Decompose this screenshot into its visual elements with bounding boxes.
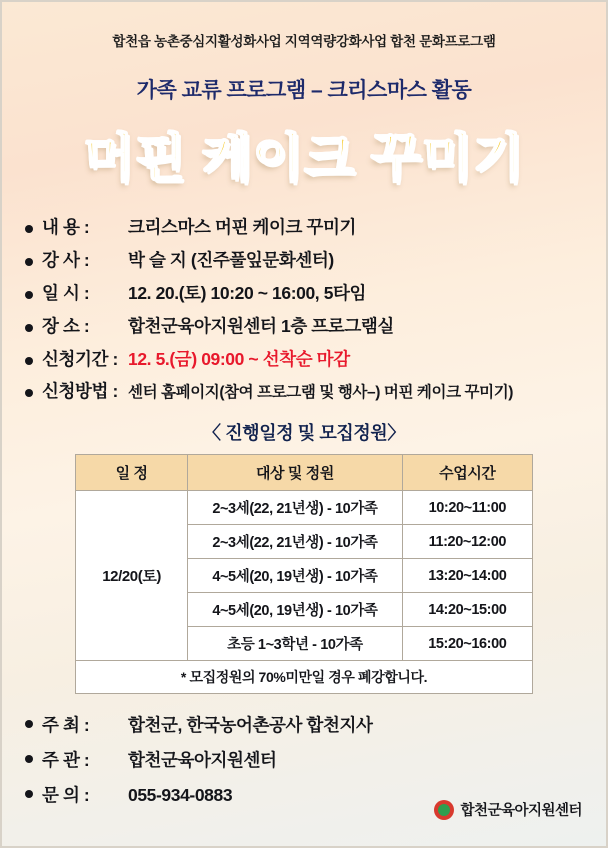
organizer-list — [20, 712, 588, 807]
page-title: 머핀 케이크 꾸미기 — [83, 130, 525, 188]
list-item-application-period — [42, 349, 588, 371]
organizer-value: 합천군육아지원센터 — [128, 750, 277, 771]
info-value: 박 슬 지 (진주풀잎문화센터) — [128, 249, 334, 270]
cancellation-note: * 모집정원의 70%미만일 경우 폐강합니다. — [76, 661, 533, 694]
table-body — [76, 491, 533, 694]
table-row — [76, 455, 533, 491]
organizer-value: 합천군, 한국농어촌공사 합천지사 — [128, 715, 373, 736]
list-item — [42, 217, 588, 239]
cell-target: 초등 1~3학년 - 10가족 — [188, 627, 402, 661]
cell-date: 12/20(토) — [76, 491, 188, 661]
cell-time: 13:20~14:00 — [402, 559, 532, 593]
info-label: 일 시 : — [42, 282, 90, 303]
logo-icon — [434, 800, 454, 820]
list-item — [42, 316, 588, 338]
cell-time: 14:20~15:00 — [402, 593, 532, 627]
info-label: 신청방법 : — [42, 381, 118, 402]
organizer-label: 주 최 : — [42, 715, 90, 736]
info-label: 내 용 : — [42, 217, 90, 237]
program-kicker: 합천읍 농촌중심지활성화사업 지역역량강화사업 합천 문화프로그램 — [112, 34, 496, 49]
info-label: 장 소 : — [42, 315, 90, 336]
table-header — [76, 455, 533, 491]
organizer-label: 문 의 : — [42, 785, 90, 806]
list-item — [42, 250, 588, 272]
info-value: 12. 5.(금) 09:00 ~ 선착순 마감 — [128, 348, 350, 369]
list-item-host — [42, 712, 588, 737]
list-item — [42, 283, 588, 305]
info-value: 12. 20.(토) 10:20 ~ 16:00, 5타임 — [128, 282, 367, 303]
cell-time: 10:20~11:00 — [402, 491, 532, 525]
schedule-table — [75, 454, 533, 694]
schedule-heading: 〈 진행일정 및 모집정원〉 — [203, 423, 405, 444]
info-label: 신청기간 : — [42, 348, 118, 369]
info-value: 크리스마스 머핀 케이크 꾸미기 — [128, 217, 356, 237]
info-value: 센터 홈페이지(참여 프로그램 및 행사–) 머핀 케이크 꾸미기) — [128, 384, 514, 402]
info-list — [20, 217, 588, 403]
column-header-date: 일 정 — [76, 455, 188, 491]
info-value: 합천군육아지원센터 1층 프로그램실 — [128, 315, 394, 336]
table-row-note — [76, 661, 533, 694]
table-row — [76, 491, 533, 525]
cell-target: 4~5세(20, 19년생) - 10가족 — [188, 559, 402, 593]
column-header-time: 수업시간 — [402, 455, 532, 491]
program-subtitle: 가족 교류 프로그램 – 크리스마스 활동 — [136, 79, 472, 102]
cell-time: 11:20~12:00 — [402, 525, 532, 559]
list-item-application-method — [42, 381, 588, 403]
center-logo — [434, 799, 582, 820]
cell-time: 15:20~16:00 — [402, 627, 532, 661]
info-label: 강 사 : — [42, 249, 90, 270]
organizer-label: 주 관 : — [42, 750, 90, 771]
cell-target: 2~3세(22, 21년생) - 10가족 — [188, 491, 402, 525]
cell-target: 2~3세(22, 21년생) - 10가족 — [188, 525, 402, 559]
cell-target: 4~5세(20, 19년생) - 10가족 — [188, 593, 402, 627]
list-item-supervisor — [42, 747, 588, 772]
column-header-target: 대상 및 정원 — [188, 455, 402, 491]
logo-label: 합천군육아지원센터 — [460, 803, 582, 819]
organizer-value: 055-934-0883 — [128, 785, 233, 806]
